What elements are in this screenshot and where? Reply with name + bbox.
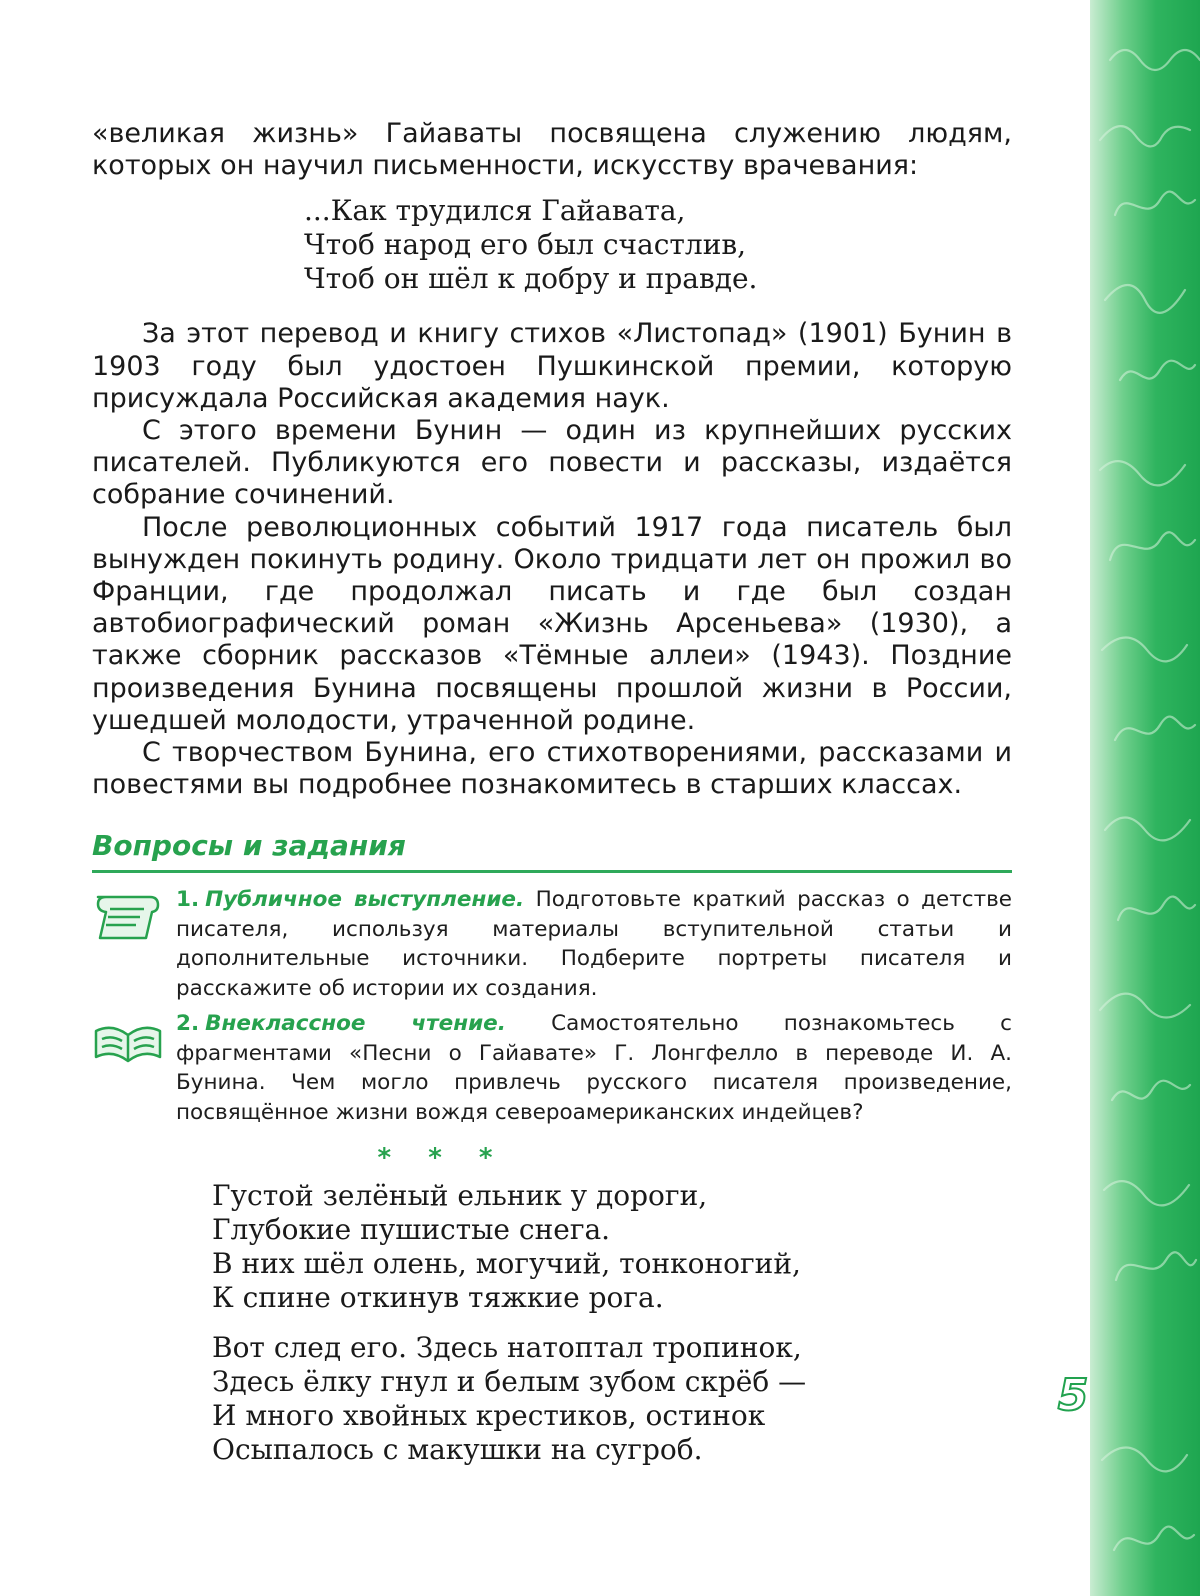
task-item (92, 885, 1012, 1003)
stanza-separator: * * * (377, 1143, 507, 1174)
task-item (92, 1009, 1012, 1127)
page-side-band (1090, 0, 1200, 1596)
paragraph: За этот перевод и книгу стихов «Листопад» (1901) Бунин в 1903 году был удостоен Пушкинской премии, которую присуждала Российская академия наук. (92, 318, 1012, 414)
task-number: 2. (176, 1011, 200, 1037)
task-title: Публичное выступление. (205, 887, 525, 913)
poem (212, 1179, 1012, 1467)
poem-stanza (212, 1179, 1012, 1315)
paragraph: С этого времени Бунин — один из крупнейших русских писателей. Публикуются его повести и рассказы, издаётся собрание сочинений. (92, 415, 1012, 511)
poem-line: Осыпалось с макушки на сугроб. (212, 1433, 703, 1467)
task-text: Подготовьте краткий рассказ о детстве писателя, используя материалы вступительной статьи и дополнительные источники. Подберите портреты писателя и расскажите об истории их создания. (176, 887, 1012, 1001)
verse-line: Чтоб народ его был счастлив, (304, 228, 747, 262)
quote-verse (304, 194, 1012, 296)
poem-line: Густой зелёный ельник у дороги, (212, 1179, 708, 1213)
poem-line: Здесь ёлку гнул и белым зубом скрёб — (212, 1365, 807, 1399)
poem-line: В них шёл олень, могучий, тонконогий, (212, 1247, 801, 1281)
section-heading: Вопросы и задания (92, 829, 1012, 873)
page-number: 5 (1057, 1370, 1089, 1421)
poem-line: К спине откинув тяжкие рога. (212, 1281, 664, 1315)
open-book-icon (92, 1009, 164, 1069)
poem-line: И много хвойных крестиков, остинок (212, 1399, 766, 1433)
poem-stanza (212, 1331, 1012, 1467)
intro-paragraph: «великая жизнь» Гайаваты посвящена служению людям, которых он научил письменности, искусству врачевания: (92, 118, 1012, 182)
task-list (92, 885, 1012, 1127)
handwriting-texture (1090, 0, 1200, 1596)
poem-line: Глубокие пушистые снега. (212, 1213, 611, 1247)
scroll-icon (92, 885, 164, 945)
paragraph: После революционных событий 1917 года писатель был вынужден покинуть родину. Около тридцати лет он прожил во Франции, где продолжал писать и где был создан автобиографический роман «Жизнь Арсеньева» (1930), а также сборник рассказов «Тёмные аллеи» (1943). Поздние произведения Бунина посвящены прошлой жизни в России, ушедшей молодости, утраченной родине. (92, 511, 1012, 736)
intro-block (92, 118, 1012, 182)
task-number: 1. (176, 887, 200, 913)
verse-line: ...Как трудился Гайавата, (304, 194, 686, 228)
paragraph: С творчеством Бунина, его стихотворениями, рассказами и повестями вы подробнее познакомитесь в старших классах. (92, 737, 1012, 801)
poem-line: Вот след его. Здесь натоптал тропинок, (212, 1331, 802, 1365)
task-text: Самостоятельно познакомьтесь с фрагментами «Песни о Гайавате» Г. Лонгфелло в переводе И. А. Бунина. Чем могло привлечь русского писателя произведение, посвящённое жизни вождя североамериканских индейцев? (176, 1011, 1013, 1125)
body-text (92, 318, 1012, 801)
task-title: Внеклассное чтение. (205, 1011, 506, 1037)
verse-line: Чтоб он шёл к добру и правде. (304, 262, 758, 296)
page-content (92, 118, 1012, 1467)
